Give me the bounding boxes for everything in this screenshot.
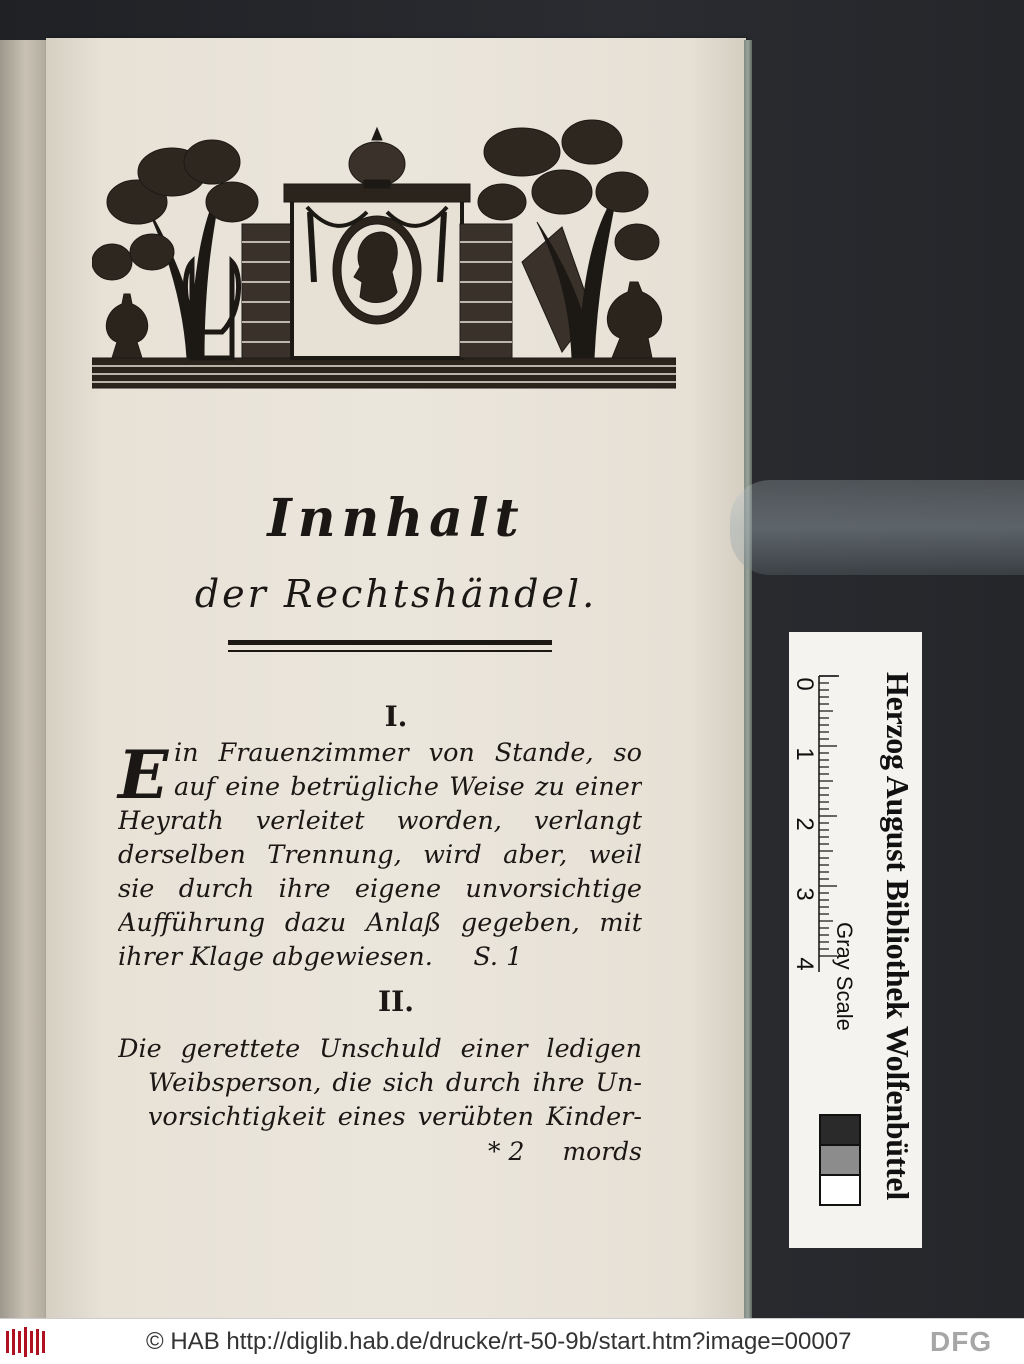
signature-mark: * 2 xyxy=(488,1137,525,1166)
title-rule-thin xyxy=(228,650,552,652)
section-numeral: II. xyxy=(378,985,414,1018)
entry-2 xyxy=(118,1032,642,1134)
drop-cap: E xyxy=(118,736,169,814)
page-subtitle: der Rechtshändel. xyxy=(194,572,598,616)
gray-swatch-light xyxy=(819,1174,861,1206)
page-title: Innhalt xyxy=(267,488,525,549)
woodcut-vignette-illustration xyxy=(92,112,676,396)
ruler-number: 2 xyxy=(791,817,818,831)
title-rule-thick xyxy=(228,640,552,645)
footer-bar xyxy=(0,1318,1024,1364)
entry-line: ihrer Klage abgewiesen. S. 1 xyxy=(118,942,523,972)
hab-logo-icon xyxy=(6,1327,46,1357)
scale-card xyxy=(789,632,922,1248)
entry-line: Weibsperson, die sich durch ihre Un- xyxy=(148,1068,642,1098)
entry-line: derselben Trennung, wird aber, weil xyxy=(118,840,642,870)
left-page-edge xyxy=(0,40,46,1320)
catchword: mords xyxy=(562,1137,642,1166)
page-footer-line xyxy=(118,1137,642,1171)
section-numeral: I. xyxy=(384,700,408,733)
page-fore-edge xyxy=(744,40,752,1318)
gray-scale-label: Gray Scale xyxy=(832,922,857,1031)
entry-line: vorsichtigkeit eines verübten Kinder- xyxy=(148,1102,642,1132)
ruler-number: 4 xyxy=(791,957,818,971)
glass-clip xyxy=(730,480,1024,575)
gray-swatch-mid xyxy=(819,1144,861,1176)
footer-citation-link[interactable]: © HAB http://diglib.hab.de/drucke/rt-50-9b/start.htm?image=00007 xyxy=(146,1328,852,1355)
entry-line: Aufführung dazu Anlaß gegeben, mit xyxy=(118,908,642,938)
entry-line: sie durch ihre eigene unvorsichtige xyxy=(118,874,642,904)
entry-1 xyxy=(118,736,642,974)
library-name: Herzog August Bibliothek Wolfenbüttel xyxy=(880,672,916,1200)
dfg-logo: DFG xyxy=(930,1326,993,1357)
ruler-number: 0 xyxy=(791,677,818,691)
ruler-number: 1 xyxy=(791,747,818,761)
entry-line: Heyrath verleitet worden, verlangt xyxy=(118,806,642,836)
gray-swatch-dark xyxy=(819,1114,861,1146)
entry-line: in Frauenzimmer von Stande, so xyxy=(174,738,642,768)
ruler-number: 3 xyxy=(791,887,818,901)
entry-line: Die gerettete Unschuld einer ledigen xyxy=(118,1034,642,1064)
entry-line: auf eine betrügliche Weise zu einer xyxy=(174,772,642,802)
